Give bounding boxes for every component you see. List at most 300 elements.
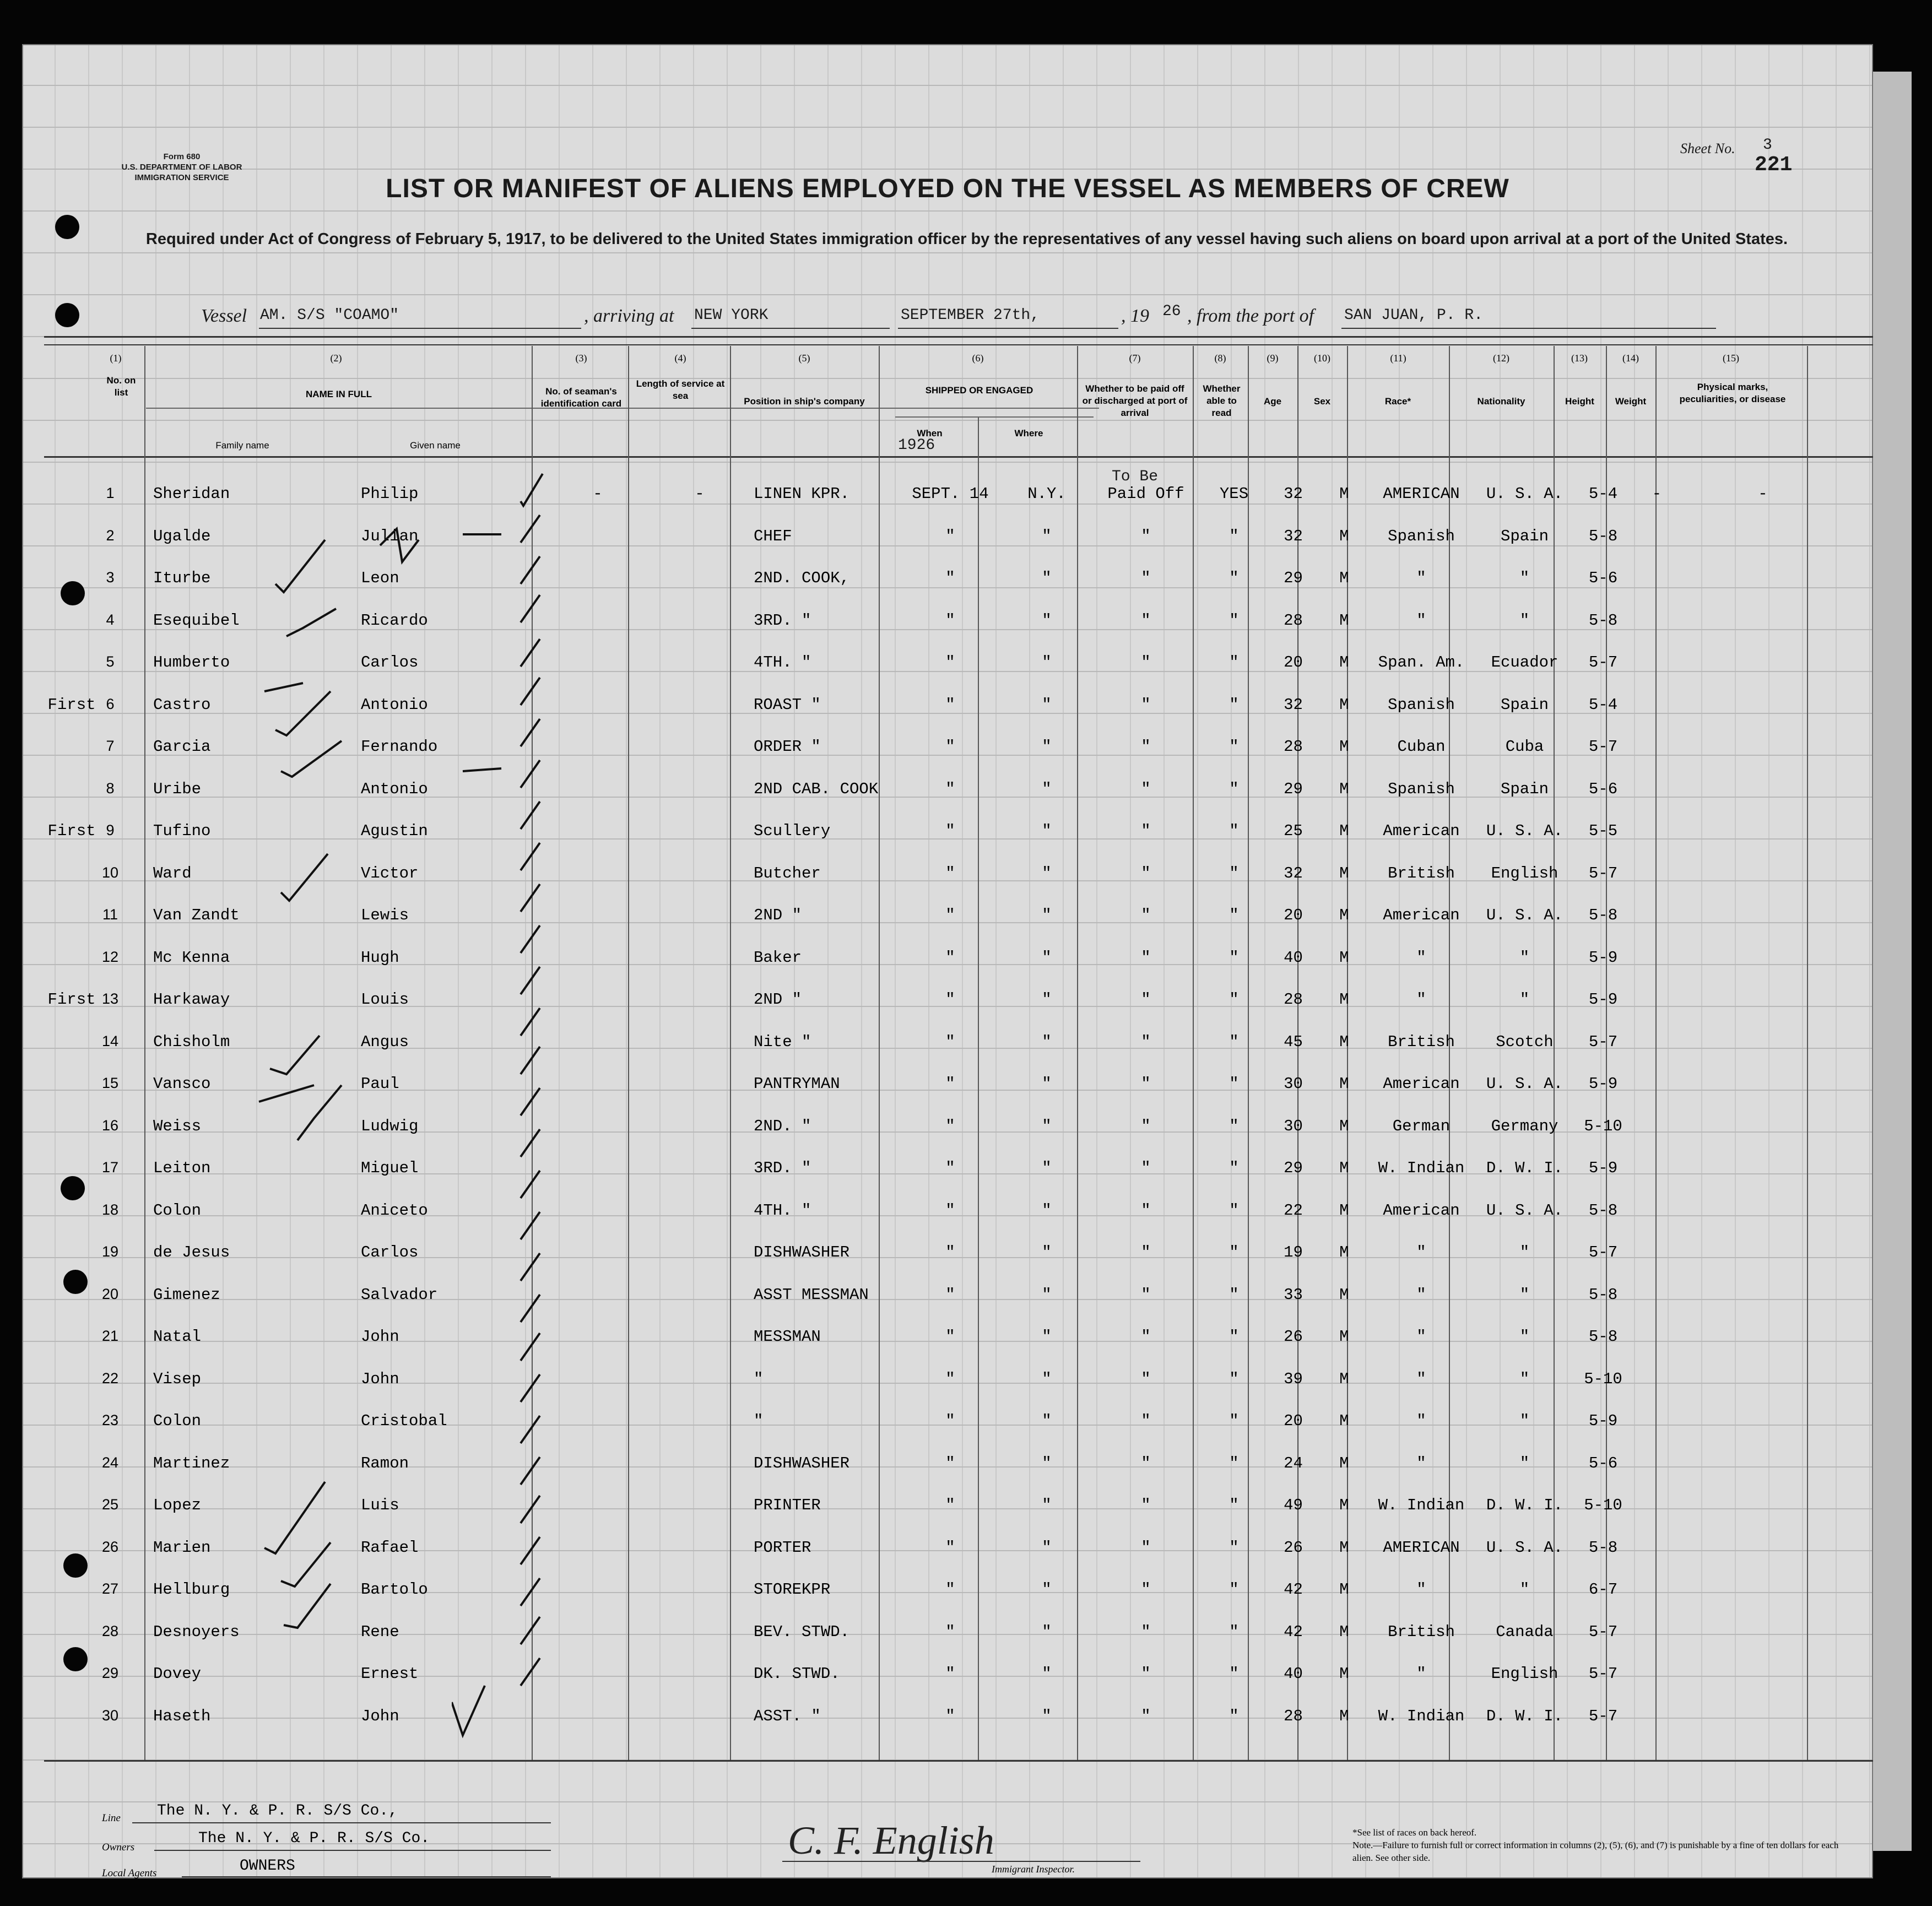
nationality: " (1519, 1243, 1530, 1261)
col-head-card: No. of seaman's identification card (540, 386, 622, 409)
family-name: Gimenez (153, 1286, 220, 1304)
family-name: Visep (153, 1370, 202, 1388)
race: Spanish (1388, 696, 1455, 714)
row-number: 13 (101, 990, 119, 1007)
row-number: 29 (101, 1665, 119, 1681)
shipped-where: " (1042, 864, 1052, 882)
paid-off: " (1141, 1370, 1151, 1388)
paid-off: " (1141, 990, 1151, 1009)
nationality: Scotch (1496, 1033, 1554, 1051)
paid-off: " (1141, 696, 1151, 714)
given-name: Hugh (361, 949, 399, 967)
sex: M (1339, 906, 1349, 924)
sex: M (1339, 822, 1349, 840)
family-name: Dovey (153, 1665, 202, 1683)
age: 28 (1284, 990, 1303, 1009)
age: 25 (1284, 822, 1303, 840)
sex: M (1339, 1243, 1349, 1261)
height: 5-6 (1588, 569, 1618, 587)
paid-off: " (1141, 864, 1151, 882)
col-head-sex: Sex (1313, 396, 1331, 407)
able-to-read: " (1229, 1286, 1239, 1304)
age: 32 (1284, 485, 1303, 503)
row-number: 7 (106, 738, 115, 754)
given-name: Salvador (361, 1286, 438, 1304)
able-to-read: " (1229, 1033, 1239, 1051)
col-head-no: No. on list (106, 375, 136, 398)
family-name: Harkaway (153, 990, 230, 1009)
punch-hole (55, 215, 79, 239)
col-head-family: Family name (215, 440, 269, 451)
height: 5-8 (1588, 611, 1618, 630)
shipped-where: " (1042, 1539, 1052, 1557)
nationality: U. S. A. (1486, 485, 1563, 503)
row-number: 11 (102, 906, 118, 923)
shipped-when: " (945, 1243, 955, 1261)
shipped-when: " (945, 696, 955, 714)
race: W. Indian (1378, 1496, 1465, 1514)
nationality: D. W. I. (1486, 1159, 1563, 1177)
position: 2ND. " (754, 1117, 811, 1135)
paid-off: " (1141, 1580, 1151, 1599)
position: ORDER " (754, 738, 821, 756)
age: 30 (1284, 1117, 1303, 1135)
col-number: (14) (1622, 353, 1639, 364)
race: " (1416, 569, 1426, 587)
paid-off: " (1141, 1159, 1151, 1177)
family-name: Weiss (153, 1117, 202, 1135)
position: Nite " (754, 1033, 811, 1051)
sex: M (1339, 1665, 1349, 1683)
id-card: - (593, 485, 603, 503)
family-name: Colon (153, 1201, 202, 1220)
able-to-read: " (1229, 949, 1239, 967)
position: 2ND. COOK, (754, 569, 850, 587)
able-to-read: " (1229, 1580, 1239, 1599)
col-head-given: Given name (410, 440, 461, 451)
shipped-where: " (1042, 653, 1052, 672)
shipped-where: " (1042, 1159, 1052, 1177)
row-note: First (47, 990, 96, 1009)
position: 2ND " (754, 906, 802, 924)
able-to-read: " (1229, 1665, 1239, 1683)
height: 5-7 (1588, 653, 1618, 672)
shipped-where: " (1042, 822, 1052, 840)
family-name: Leiton (153, 1159, 211, 1177)
sex: M (1339, 1623, 1349, 1641)
race: American (1383, 822, 1460, 840)
row-number: 25 (101, 1496, 119, 1513)
height: 5-9 (1588, 1412, 1618, 1430)
page-subtitle: Required under Act of Congress of February 5, 1917, to be delivered to the United States immigration officer by the representatives of any vessel having such aliens on board upon arrival at a port of the United States. (145, 230, 1788, 248)
row-number: 2 (106, 527, 115, 544)
family-name: de Jesus (153, 1243, 230, 1261)
col-head-nationality: Nationality (1477, 396, 1525, 407)
height: 5-10 (1584, 1117, 1622, 1135)
age: 22 (1284, 1201, 1303, 1220)
family-name: Natal (153, 1328, 202, 1346)
shipped-when: " (945, 1117, 955, 1135)
able-to-read: " (1229, 1623, 1239, 1641)
age: 45 (1284, 1033, 1303, 1051)
height: 5-9 (1588, 990, 1618, 1009)
position: 2ND " (754, 990, 802, 1009)
given-name: Bartolo (361, 1580, 428, 1599)
sex: M (1339, 738, 1349, 756)
sex: M (1339, 864, 1349, 882)
given-name: Ernest (361, 1665, 419, 1683)
race: American (1383, 906, 1460, 924)
race: Cuban (1397, 738, 1446, 756)
age: 28 (1284, 1707, 1303, 1725)
race: " (1416, 1454, 1426, 1472)
family-name: Uribe (153, 780, 202, 798)
able-to-read: " (1229, 611, 1239, 630)
height: 5-8 (1588, 1286, 1618, 1304)
paid-off: " (1141, 1496, 1151, 1514)
service-length: - (695, 485, 705, 503)
shipped-when: " (945, 738, 955, 756)
paid-first-line: To Be (1111, 468, 1158, 485)
sex: M (1339, 696, 1349, 714)
nationality: " (1519, 1286, 1530, 1304)
position: 4TH. " (754, 1201, 811, 1220)
sex: M (1339, 1159, 1349, 1177)
department: U.S. DEPARTMENT OF LABOR (121, 163, 242, 172)
col-head-position: Position in ship's company (744, 396, 865, 407)
height: 5-7 (1588, 864, 1618, 882)
shipped-when: " (945, 1159, 955, 1177)
age: 20 (1284, 906, 1303, 924)
height: 5-4 (1588, 696, 1618, 714)
shipped-when: " (945, 1201, 955, 1220)
able-to-read: " (1229, 906, 1239, 924)
nationality: D. W. I. (1486, 1707, 1563, 1725)
race: W. Indian (1378, 1159, 1465, 1177)
family-name: Hellburg (153, 1580, 230, 1599)
age: 42 (1284, 1580, 1303, 1599)
shipped-where: " (1042, 696, 1052, 714)
age: 32 (1284, 527, 1303, 545)
row-note: First (47, 822, 96, 840)
nationality: U. S. A. (1486, 1075, 1563, 1093)
given-name: Paul (361, 1075, 399, 1093)
position: " (754, 1370, 764, 1388)
age: 19 (1284, 1243, 1303, 1261)
shipped-when: " (945, 780, 955, 798)
race: " (1416, 1580, 1426, 1599)
age: 40 (1284, 949, 1303, 967)
given-name: Angus (361, 1033, 409, 1051)
position: DISHWASHER (754, 1454, 850, 1472)
age: 29 (1284, 569, 1303, 587)
position: ASST MESSMAN (754, 1286, 869, 1304)
able-to-read: " (1229, 822, 1239, 840)
paid-off: " (1141, 738, 1151, 756)
footer (22, 1774, 1873, 1878)
owners-label: Owners (102, 1842, 135, 1853)
paid-off: " (1141, 611, 1151, 630)
able-to-read: " (1229, 990, 1239, 1009)
shipped-when: " (945, 1370, 955, 1388)
shipped-when: " (945, 653, 955, 672)
race: " (1416, 949, 1426, 967)
shipped-where: " (1042, 1623, 1052, 1641)
col-number: (1) (110, 353, 122, 364)
sex: M (1339, 780, 1349, 798)
inspector-label: Immigrant Inspector. (992, 1864, 1075, 1875)
row-number: 20 (101, 1286, 119, 1302)
given-name: Julian (361, 527, 419, 545)
row-number: 8 (106, 780, 115, 797)
height: 6-7 (1588, 1580, 1618, 1599)
paid-off: " (1141, 1412, 1151, 1430)
family-name: Lopez (153, 1496, 202, 1514)
family-name: Sheridan (153, 485, 230, 503)
nationality: English (1491, 864, 1558, 882)
family-name: Chisholm (153, 1033, 230, 1051)
race: " (1416, 1243, 1426, 1261)
col-number: (3) (575, 353, 587, 364)
when-year: 1926 (898, 437, 935, 454)
sheet-ref: 221 (1755, 153, 1793, 177)
shipped-where: N.Y. (1027, 485, 1066, 503)
row-number: 16 (101, 1117, 119, 1134)
able-to-read: " (1229, 1370, 1239, 1388)
race: American (1383, 1075, 1460, 1093)
given-name: Rafael (361, 1539, 419, 1557)
col-number: (7) (1129, 353, 1141, 364)
shipped-when: " (945, 527, 955, 545)
row-number: 23 (101, 1412, 119, 1428)
row-number: 24 (101, 1454, 119, 1471)
family-name: Ugalde (153, 527, 211, 545)
position: ASST. " (754, 1707, 821, 1725)
race: " (1416, 1412, 1426, 1430)
race: British (1388, 1033, 1455, 1051)
sex: M (1339, 611, 1349, 630)
owners-value: The N. Y. & P. R. S/S Co. (198, 1830, 430, 1847)
nationality: Cuba (1505, 738, 1544, 756)
weight: - (1652, 485, 1662, 503)
able-to-read: " (1229, 1328, 1239, 1346)
family-name: Vansco (153, 1075, 211, 1093)
col-head-when: When (917, 428, 943, 438)
agents-value: OWNERS (240, 1858, 295, 1875)
given-name: Antonio (361, 780, 428, 798)
height: 5-8 (1588, 527, 1618, 545)
row-number: 3 (106, 569, 115, 586)
nationality: Germany (1491, 1117, 1558, 1135)
row-number: 1 (106, 485, 115, 501)
shipped-where: " (1042, 1370, 1052, 1388)
position: CHEF (754, 527, 792, 545)
nationality: Canada (1496, 1623, 1554, 1641)
shipped-where: " (1042, 1580, 1052, 1599)
age: 24 (1284, 1454, 1303, 1472)
table-row (22, 1665, 1873, 1698)
shipped-where: " (1042, 780, 1052, 798)
nationality: " (1519, 1328, 1530, 1346)
paid-off: " (1141, 1539, 1151, 1557)
position: 4TH. " (754, 653, 811, 672)
nationality: Spain (1500, 780, 1549, 798)
col-head-name: NAME IN FULL (306, 389, 372, 399)
col-number: (2) (330, 353, 342, 364)
inspector-signature: C. F. English (788, 1818, 994, 1862)
able-to-read: " (1229, 1117, 1239, 1135)
col-head-shipped: SHIPPED OR ENGAGED (925, 385, 1033, 396)
dash-marks (452, 518, 529, 1768)
height: 5-10 (1584, 1496, 1622, 1514)
row-number: 4 (106, 611, 115, 628)
age: 20 (1284, 1412, 1303, 1430)
position: Baker (754, 949, 802, 967)
given-name: Victor (361, 864, 419, 882)
able-to-read: " (1229, 738, 1239, 756)
shipped-when: " (945, 1286, 955, 1304)
height: 5-9 (1588, 1075, 1618, 1093)
paid-off: " (1141, 1623, 1151, 1641)
able-to-read: " (1229, 1243, 1239, 1261)
row-number: 10 (101, 864, 119, 881)
able-to-read: " (1229, 780, 1239, 798)
paid-off: " (1141, 1454, 1151, 1472)
given-name: Louis (361, 990, 409, 1009)
position: PORTER (754, 1539, 811, 1557)
year-prefix: , 19 (1121, 306, 1149, 326)
row-number: 22 (101, 1370, 119, 1387)
paid-off: " (1141, 1075, 1151, 1093)
col-number: (6) (972, 353, 984, 364)
height: 5-7 (1588, 1707, 1618, 1725)
row-number: 6 (106, 696, 115, 712)
paid-off: " (1141, 1286, 1151, 1304)
race: W. Indian (1378, 1707, 1465, 1725)
shipped-when: " (945, 822, 955, 840)
shipped-where: " (1042, 1243, 1052, 1261)
shipped-where: " (1042, 906, 1052, 924)
shipped-where: " (1042, 527, 1052, 545)
able-to-read: " (1229, 864, 1239, 882)
height: 5-6 (1588, 780, 1618, 798)
paid-off: " (1141, 949, 1151, 967)
age: 28 (1284, 611, 1303, 630)
given-name: Antonio (361, 696, 428, 714)
shipped-where: " (1042, 990, 1052, 1009)
vessel-label: Vessel (201, 306, 247, 326)
footnote (1352, 1826, 1848, 1864)
nationality: U. S. A. (1486, 906, 1563, 924)
handwritten-marks (231, 518, 430, 1642)
shipped-when: " (945, 569, 955, 587)
race: American (1383, 1201, 1460, 1220)
given-name: John (361, 1707, 399, 1725)
age: 29 (1284, 1159, 1303, 1177)
col-number: (8) (1214, 353, 1226, 364)
race: German (1392, 1117, 1451, 1135)
sex: M (1339, 569, 1349, 587)
position: 3RD. " (754, 1159, 811, 1177)
family-name: Marien (153, 1539, 211, 1557)
given-name: Philip (361, 485, 419, 503)
family-name: Iturbe (153, 569, 211, 587)
shipped-where: " (1042, 1117, 1052, 1135)
age: 28 (1284, 738, 1303, 756)
footnote-races: *See list of races on back hereof. (1352, 1827, 1477, 1838)
given-name: Carlos (361, 653, 419, 672)
paid-off: " (1141, 527, 1151, 545)
paid-off: " (1141, 1243, 1151, 1261)
row-number: 5 (106, 653, 115, 670)
col-number: (15) (1723, 353, 1739, 364)
family-name: Martinez (153, 1454, 230, 1472)
nationality: " (1519, 1370, 1530, 1388)
row-note: First (47, 696, 96, 714)
race: " (1416, 990, 1426, 1009)
shipped-where: " (1042, 1412, 1052, 1430)
shipped-where: " (1042, 569, 1052, 587)
sex: M (1339, 1201, 1349, 1220)
col-head-where: Where (1014, 428, 1043, 438)
shipped-where: " (1042, 1286, 1052, 1304)
height: 5-10 (1584, 1370, 1622, 1388)
sex: M (1339, 1033, 1349, 1051)
age: 49 (1284, 1496, 1303, 1514)
col-number: (11) (1390, 353, 1406, 364)
given-name: Cristobal (361, 1412, 447, 1430)
shipped-where: " (1042, 1707, 1052, 1725)
family-name: Mc Kenna (153, 949, 230, 967)
age: 40 (1284, 1665, 1303, 1683)
family-name: Garcia (153, 738, 211, 756)
shipped-when: " (945, 1707, 955, 1725)
nationality: U. S. A. (1486, 822, 1563, 840)
given-name: Fernando (361, 738, 438, 756)
nationality: English (1491, 1665, 1558, 1683)
given-name: Rene (361, 1623, 399, 1641)
family-name: Desnoyers (153, 1623, 240, 1641)
able-to-read: YES (1219, 485, 1249, 503)
age: 26 (1284, 1328, 1303, 1346)
family-name: Colon (153, 1412, 202, 1430)
form-number: Form 680 (163, 152, 201, 161)
race: AMERICAN (1383, 485, 1460, 503)
shipped-where: " (1042, 611, 1052, 630)
family-name: Castro (153, 696, 211, 714)
col-number: (5) (798, 353, 810, 364)
col-number: (4) (674, 353, 686, 364)
position: ROAST " (754, 696, 821, 714)
able-to-read: " (1229, 569, 1239, 587)
col-head-marks: Physical marks, peculiarities, or disease (1679, 382, 1786, 404)
position: PANTRYMAN (754, 1075, 840, 1093)
paid-off: " (1141, 569, 1151, 587)
sex: M (1339, 1412, 1349, 1430)
race: British (1388, 1623, 1455, 1641)
paid-off: " (1141, 1707, 1151, 1725)
paid-off: " (1141, 1033, 1151, 1051)
shipped-where: " (1042, 1328, 1052, 1346)
given-name: Carlos (361, 1243, 419, 1261)
given-name: Aniceto (361, 1201, 428, 1220)
col-number: (12) (1493, 353, 1509, 364)
paid-off: " (1141, 1665, 1151, 1683)
nationality: " (1519, 569, 1530, 587)
age: 32 (1284, 696, 1303, 714)
row-number: 26 (101, 1539, 119, 1555)
nationality: D. W. I. (1486, 1496, 1563, 1514)
